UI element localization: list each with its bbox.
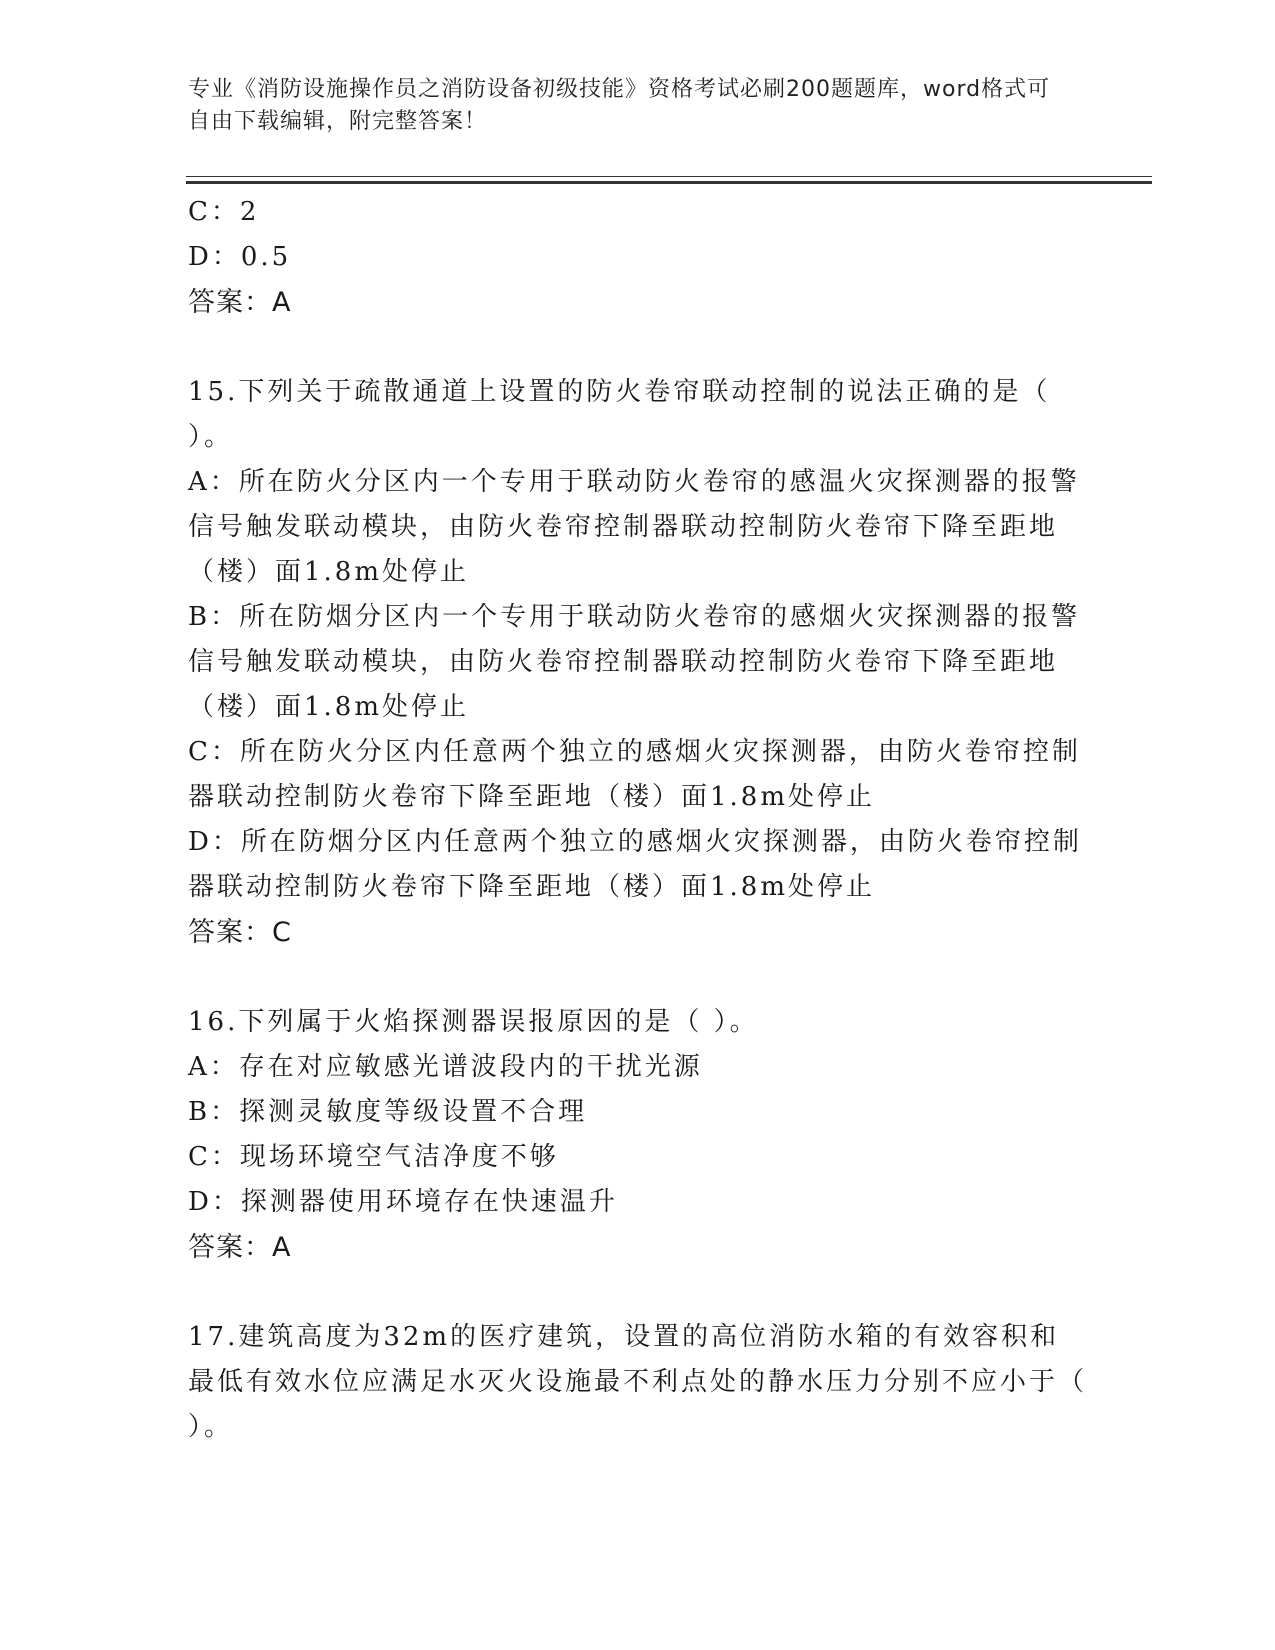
option-b: B：所在防烟分区内一个专用于联动防火卷帘的感烟火灾探测器的报警信号触发联动模块，由防火卷帘控制器联动控制防火卷帘下降至距地（楼）面1.8m处停止	[188, 602, 1081, 722]
question-17	[188, 1315, 1088, 1450]
question-text: 17.建筑高度为32m的医疗建筑，设置的高位消防水箱的有效容积和最低有效水位应满足水灭火设施最不利点处的静水压力分别不应小于（ ）。	[188, 1322, 1088, 1442]
answer: 答案：A	[188, 287, 292, 318]
header-rule-thin	[186, 176, 1152, 177]
option-a: A：存在对应敏感光谱波段内的干扰光源	[188, 1052, 703, 1082]
document-body	[188, 190, 1088, 1450]
answer: 答案：A	[188, 1232, 292, 1263]
header-text: 专业《消防设施操作员之消防设备初级技能》资格考试必刷200题题库，word格式可自由下载编辑，附完整答案！	[188, 77, 1051, 134]
option-c: C：2	[188, 197, 260, 227]
question-16	[188, 1000, 1088, 1270]
option-c: C：所在防火分区内任意两个独立的感烟火灾探测器，由防火卷帘控制器联动控制防火卷帘下降至距地（楼）面1.8m处停止	[188, 737, 1081, 812]
prev-question-tail	[188, 190, 1088, 325]
question-15	[188, 370, 1088, 955]
option-d: D：所在防烟分区内任意两个独立的感烟火灾探测器，由防火卷帘控制器联动控制防火卷帘下降至距地（楼）面1.8m处停止	[188, 827, 1082, 902]
option-a: A：所在防火分区内一个专用于联动防火卷帘的感温火灾探测器的报警信号触发联动模块，由防火卷帘控制器联动控制防火卷帘下降至距地（楼）面1.8m处停止	[188, 467, 1080, 587]
header-rule-thick	[186, 181, 1152, 184]
question-text: 15.下列关于疏散通道上设置的防火卷帘联动控制的说法正确的是（ ）。	[188, 377, 1051, 452]
option-b: B：探测灵敏度等级设置不合理	[188, 1097, 588, 1127]
option-c: C：现场环境空气洁净度不够	[188, 1142, 559, 1172]
answer: 答案：C	[188, 917, 292, 948]
option-d: D：探测器使用环境存在快速温升	[188, 1187, 618, 1217]
option-d: D：0.5	[188, 242, 292, 272]
question-text: 16.下列属于火焰探测器误报原因的是（ ）。	[188, 1007, 759, 1037]
document-header	[188, 74, 1068, 138]
